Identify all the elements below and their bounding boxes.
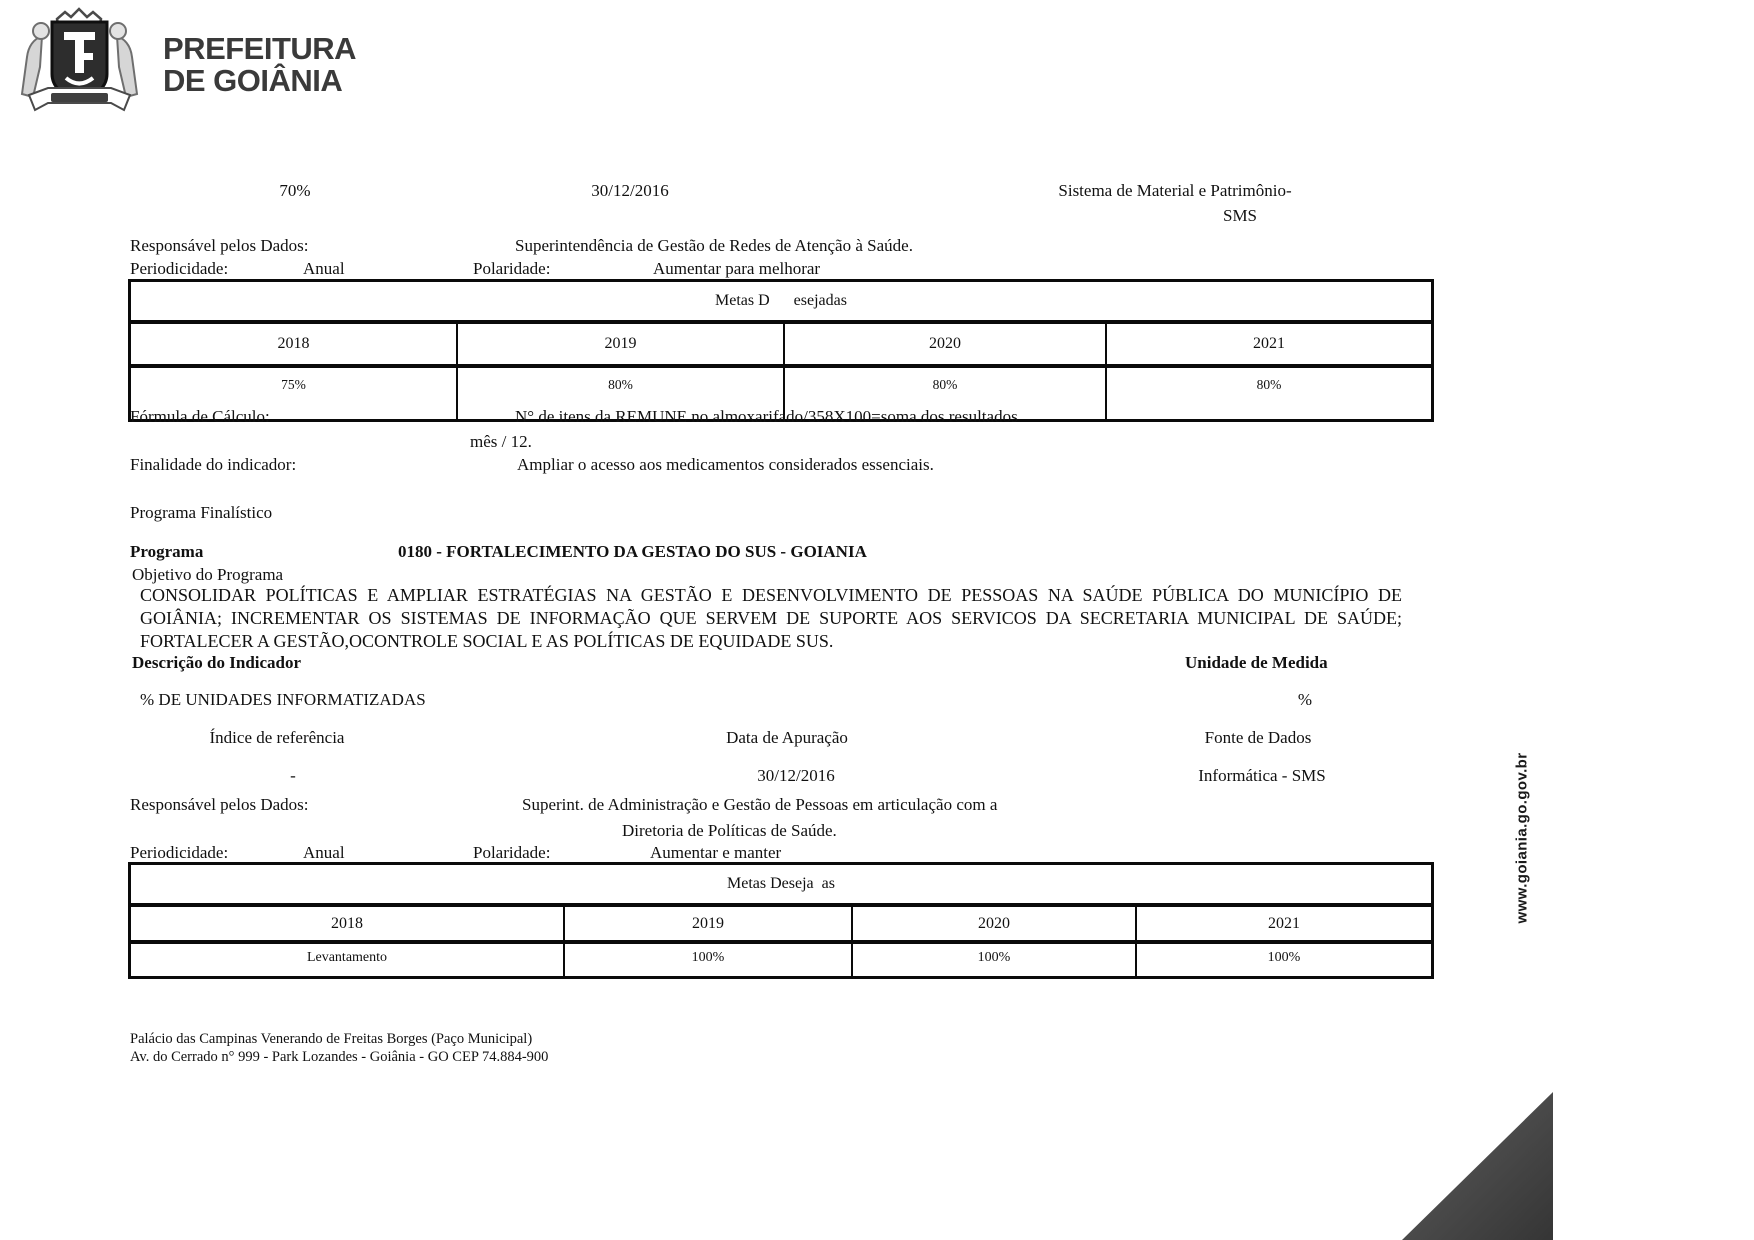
indicator1-responsavel-label: Responsável pelos Dados: <box>130 236 309 255</box>
fonte-dados-value: Informática - SMS <box>1198 766 1326 785</box>
metas-table-2-header-row <box>131 907 1431 944</box>
indicator1-periodicidade-value: Anual <box>303 259 345 278</box>
indicator1-polaridade-value: Aumentar para melhorar <box>653 259 821 278</box>
indicator2-responsavel-line2: Diretoria de Políticas de Saúde. <box>622 821 837 840</box>
metas-table-1-year: 2020 <box>785 324 1107 368</box>
finalidade-value: Ampliar o acesso aos medicamentos considerados essenciais. <box>517 455 934 474</box>
metas-table-2-value: Levantamento <box>131 944 565 976</box>
data-apuracao-value: 30/12/2016 <box>757 766 835 785</box>
programa-label: Programa <box>130 542 204 561</box>
metas-table-2-year: 2018 <box>131 907 565 944</box>
indicator2-periodicidade-value: Anual <box>303 843 345 862</box>
indicator1-apuracao-value: 30/12/2016 <box>591 181 669 200</box>
indicator1-periodicidade-label: Periodicidade: <box>130 259 229 278</box>
indice-referencia-label: Índice de referência <box>209 728 345 747</box>
unidade-medida-label: Unidade de Medida <box>1185 653 1328 672</box>
metas-table-2-year: 2020 <box>853 907 1137 944</box>
programa-value: 0180 - FORTALECIMENTO DA GESTAO DO SUS - GOIANIA <box>398 542 867 561</box>
indicator2-responsavel-label: Responsável pelos Dados: <box>130 795 309 814</box>
corner-triangle-decoration <box>1402 1092 1553 1240</box>
indicator2-periodicidade-label: Periodicidade: <box>130 843 229 862</box>
indicator2-polaridade-label: Polaridade: <box>473 843 551 862</box>
data-apuracao-label: Data de Apuração <box>726 728 848 747</box>
metas-table-2-value: 100% <box>853 944 1137 976</box>
metas-table-2-values-row <box>131 944 1431 976</box>
metas-table-2-title: Metas Deseja as <box>131 865 1431 907</box>
logo-line-2: DE GOIÂNIA <box>163 62 343 98</box>
metas-table-1-header-row <box>131 324 1431 368</box>
goiania-coat-of-arms-icon <box>12 6 147 123</box>
programa-finalistico-heading: Programa Finalístico <box>130 503 273 522</box>
metas-table-2-year: 2019 <box>565 907 853 944</box>
indice-referencia-value: - <box>290 766 296 785</box>
metas-table-1-year: 2019 <box>458 324 785 368</box>
logo-wordmark <box>163 30 357 98</box>
metas-table-1-value: 80% <box>1256 377 1282 392</box>
metas-table-1-title: Metas D esejadas <box>131 282 1431 324</box>
unidade-medida-value: % <box>1297 690 1313 709</box>
metas-table-1-year: 2018 <box>131 324 458 368</box>
indicator1-responsavel-value: Superintendência de Gestão de Redes de Atenção à Saúde. <box>515 236 913 255</box>
metas-table-1-year: 2021 <box>1107 324 1431 368</box>
metas-desejadas-table-1 <box>128 279 1434 422</box>
formula-line2: mês / 12. <box>470 432 532 451</box>
indicator2-polaridade-value: Aumentar e manter <box>650 843 782 862</box>
descricao-indicador-label: Descrição do Indicador <box>132 653 302 672</box>
metas-table-2-year: 2021 <box>1137 907 1431 944</box>
formula-line1: N° de itens da REMUNE no almoxarifado/358X100=soma dos resultados <box>515 407 1018 426</box>
indicator1-polaridade-label: Polaridade: <box>473 259 551 278</box>
indicator2-responsavel-line1: Superint. de Administração e Gestão de Pessoas em articulação com a <box>522 795 998 814</box>
website-url-vertical: www.goiania.go.gov.br <box>1513 752 1531 924</box>
logo-line-1: PREFEITURA <box>163 30 357 66</box>
metas-table-1-value: 80% <box>458 368 785 419</box>
prefeitura-goiania-logo <box>12 6 356 123</box>
metas-table-2-value: 100% <box>565 944 853 976</box>
metas-table-1-value: 80% <box>785 368 1107 419</box>
indicator1-fonte-line2: SMS <box>1222 206 1258 225</box>
metas-table-2-value: 100% <box>1267 950 1301 965</box>
finalidade-label: Finalidade do indicador: <box>130 455 297 474</box>
objetivo-text: CONSOLIDAR POLÍTICAS E AMPLIAR ESTRATÉGIAS NA GESTÃO E DESENVOLVIMENTO DE PESSOAS NA SAÚDE PÚBLICA DO MUNICÍPIO DE GOIÂNIA; INCREMENTAR OS SISTEMAS DE INFORMAÇÃO QUE SERVEM DE SUPORTE AOS SERVICOS DA SECRETARIA MUNICIPAL DE SAÚDE; FORTALECER A GESTÃO,OCONTROLE SOCIAL E AS POLÍTICAS DE EQUIDADE SUS. <box>140 585 1402 652</box>
metas-desejadas-table-2 <box>128 862 1434 979</box>
descricao-indicador-value: % DE UNIDADES INFORMATIZADAS <box>140 690 426 709</box>
footer-address <box>130 1030 548 1066</box>
formula-label: Fórmula de Cálculo: <box>130 407 270 426</box>
indicator1-fonte-line1: Sistema de Material e Patrimônio- <box>1058 181 1292 200</box>
footer-address-line1: Palácio das Campinas Venerando de Freitas Borges (Paço Municipal) <box>130 1031 533 1047</box>
fonte-dados-label: Fonte de Dados <box>1204 728 1312 747</box>
objetivo-label: Objetivo do Programa <box>132 565 284 584</box>
indicator1-reference-value: 70% <box>279 181 311 200</box>
metas-table-1-value: 75% <box>131 368 458 419</box>
footer-address-line2: Av. do Cerrado n° 999 - Park Lozandes - Goiânia - GO CEP 74.884-900 <box>130 1049 549 1065</box>
